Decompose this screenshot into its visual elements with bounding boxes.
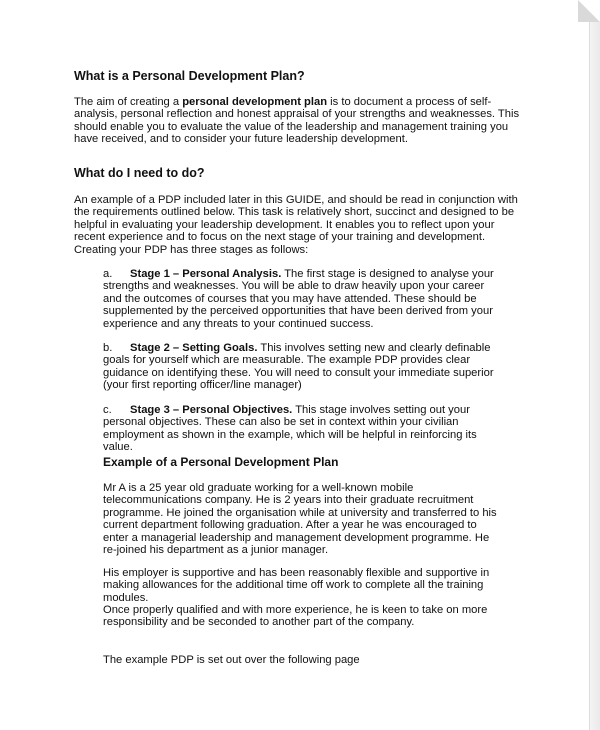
section-heading-example-pdp: Example of a Personal Development Plan xyxy=(103,455,339,469)
stage-item-a xyxy=(103,268,503,330)
stage-text: This stage involves setting out your personal objectives. These can also be set in context within your civilian employment as shown in the example, which will be helpful in reinforcing its value. xyxy=(103,404,477,454)
paragraph-intro: An example of a PDP included later in this GUIDE, and should be read in conjunction with the requirements outlined below. This task is relatively short, succinct and designed to be helpful in evaluating your leadership development. It enables you to reflect upon your recent experience and to focus on the next stage of your training and development. Creating your PDP has three stages as follows: xyxy=(74,194,518,256)
page-fold-corner xyxy=(578,0,600,22)
paragraph-pdp-aim xyxy=(74,96,520,146)
stage-text: This involves setting new and clearly definable goals for yourself which are measurable. The example PDP provides clear guidance on identifying these. You will need to consult your immediate superior (your first reporting officer/line manager) xyxy=(103,342,494,392)
list-marker: b. xyxy=(103,342,113,354)
stage-item-b xyxy=(103,342,503,392)
section-heading-what-to-do: What do I need to do? xyxy=(74,166,205,180)
paragraph-example-3: Once properly qualified and with more experience, he is keen to take on more responsibility and be seconded to another part of the company. xyxy=(103,604,488,629)
bold-term: personal development plan xyxy=(182,96,328,108)
section-heading-what-is-pdp: What is a Personal Development Plan? xyxy=(74,69,305,83)
list-marker: c. xyxy=(103,404,112,416)
stage-title: Stage 1 – Personal Analysis. xyxy=(130,268,282,280)
list-marker: a. xyxy=(103,268,113,280)
stage-title: Stage 3 – Personal Objectives. xyxy=(130,404,293,416)
page-edge-shadow xyxy=(589,0,600,730)
paragraph-text: The aim of creating a xyxy=(74,96,183,108)
stage-item-c xyxy=(103,404,503,454)
paragraph-example-4: The example PDP is set out over the following page xyxy=(103,654,360,666)
paragraph-text: is to document a process of self-analysis, personal reflection and honest appraisal of your strengths and weaknesses. This should enable you to evaluate the value of the leadership and management training you have received, and to consider your future leadership development. xyxy=(74,96,520,146)
stage-title: Stage 2 – Setting Goals. xyxy=(130,342,258,354)
stage-text: The first stage is designed to analyse your strengths and weaknesses. You will be able to draw heavily upon your career and the outcomes of courses that you may have attended. These should be supplemented by the perceived opportunities that have been derived from your experience and any threats to your continued success. xyxy=(103,268,494,330)
paragraph-example-1: Mr A is a 25 year old graduate working for a well-known mobile telecommunications company. He is 2 years into their graduate recruitment programme. He joined the organisation while at university and transferred to his current department following graduation. After a year he was encouraged to enter a managerial leadership and management development programme. He re-joined his department as a junior manager. xyxy=(103,482,497,557)
paragraph-example-2: His employer is supportive and has been reasonably flexible and supportive in making allowances for the additional time off work to complete all the training modules. xyxy=(103,567,490,604)
